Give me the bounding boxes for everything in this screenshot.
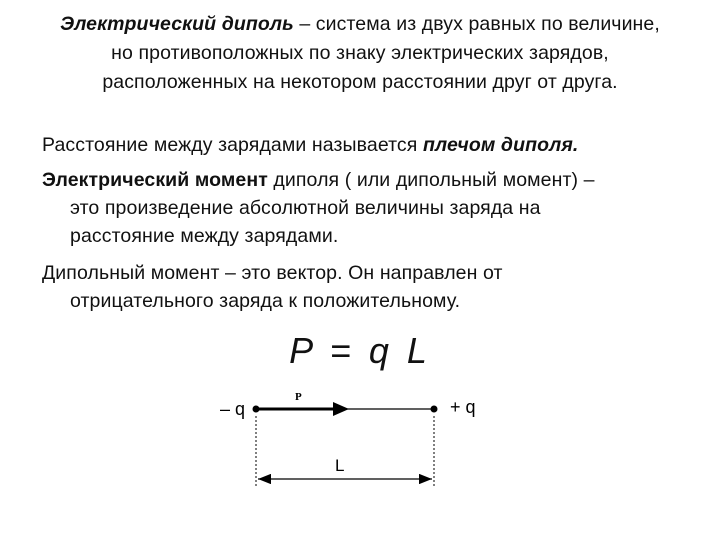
- definition-line-2: но противоположных по знаку электрических зарядов,: [111, 42, 609, 64]
- dipole-diagram: [0, 380, 720, 510]
- moment-line-3: расстояние между зарядами.: [70, 225, 339, 247]
- arm-text: Расстояние между зарядами называется: [42, 134, 423, 156]
- definition-line-1: [0, 12, 720, 36]
- negative-charge-label: – q: [220, 399, 246, 419]
- distance-label: L: [335, 456, 345, 475]
- moment-text: диполя ( или дипольный момент) –: [267, 169, 595, 191]
- dipole-vector-arrowhead: [333, 402, 349, 416]
- moment-line-2: это произведение абсолютной величины заряда на: [70, 197, 541, 219]
- vector-label: P: [295, 391, 302, 403]
- arm-paragraph: [42, 133, 578, 157]
- dipole-formula: P = q L: [289, 330, 431, 371]
- arm-term: плечом диполя.: [422, 134, 579, 156]
- moment-line-1: [42, 168, 595, 192]
- dipole-term: Электрический диполь: [60, 13, 294, 35]
- vector-line-2: отрицательного заряда к положительному.: [70, 290, 461, 312]
- positive-charge-dot: [431, 406, 438, 413]
- moment-term: Электрический момент: [42, 169, 268, 191]
- definition-text: – система из двух равных по величине,: [293, 13, 660, 35]
- definition-line-3: расположенных на некотором расстоянии друг от друга.: [102, 71, 618, 93]
- vector-line-1: Дипольный момент – это вектор. Он направлен от: [42, 262, 503, 284]
- negative-charge-dot: [253, 406, 260, 413]
- positive-charge-label: + q: [450, 397, 476, 417]
